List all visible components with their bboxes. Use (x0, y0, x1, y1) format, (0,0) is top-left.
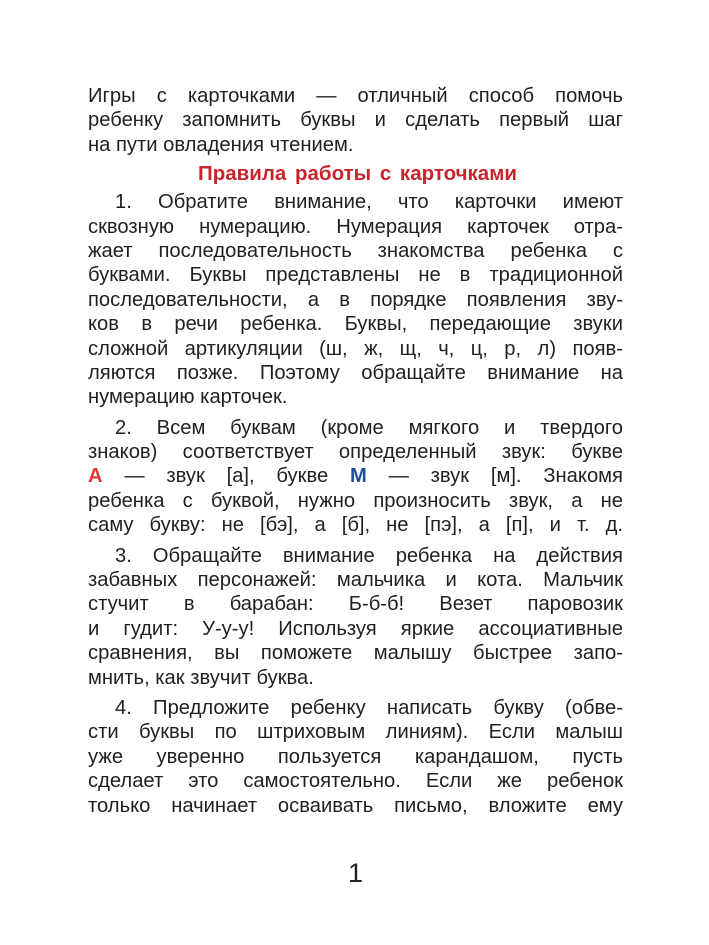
text-line: жает последовательность знакомства ребенка с (88, 239, 623, 262)
text-line: сравнения, вы поможете малышу быстрее запо- (88, 642, 623, 665)
text-line: уже уверенно пользуется карандашом, пусть (88, 745, 623, 768)
text-line: и гудит: У-у-у! Используя яркие ассоциативные (88, 617, 623, 640)
text-line: Игры с карточками — отличный способ помочь (88, 85, 623, 107)
text-line: знаков) соответствует определенный звук: букве (88, 441, 623, 464)
text-line: саму букву: не [бэ], а [б], не [пэ], а [п], и т. д. (88, 514, 623, 537)
text-line: стучит в барабан: Б-б-б! Везет паровозик (88, 593, 623, 616)
rule-1-paragraph (88, 190, 623, 410)
page-number: 1 (347, 858, 364, 888)
highlighted-letter-m: М (350, 465, 367, 488)
text-line: 3. Обращайте внимание ребенка на действия (115, 544, 623, 567)
rule-2-paragraph (88, 416, 623, 538)
text-line: сквозную нумерацию. Нумерация карточек отра- (88, 215, 623, 238)
text-line: только начинает осваивать письмо, вложите ему (88, 794, 623, 817)
text-line: буквами. Буквы представлены не в традиционной (88, 264, 623, 287)
document-body (88, 84, 623, 824)
text-line: ребенка с буквой, нужно произносить звук, а не (88, 489, 623, 512)
text-line: 2. Всем буквам (кроме мягкого и твердого (115, 416, 623, 439)
text-line-with-letters (88, 464, 623, 488)
text-line: 1. Обратите внимание, что карточки имеют (115, 191, 623, 214)
text-line: мнить, как звучит буква. (88, 666, 314, 689)
text-line: ребенку запомнить буквы и сделать первый шаг (88, 109, 623, 132)
text-line: сделает это самостоятельно. Если же ребенок (88, 770, 623, 793)
section-heading: Правила работы с карточками (198, 162, 517, 186)
text-line: сти буквы по штриховым линиям). Если малыш (88, 721, 623, 744)
highlighted-letter-a: А (88, 465, 103, 488)
text-line: ляются позже. Поэтому обращайте внимание на (88, 361, 623, 384)
text-line: на пути овладения чтением. (88, 133, 354, 156)
text-fragment: — звук [м]. Знакомя (366, 465, 623, 488)
text-line: нумерацию карточек. (88, 386, 288, 409)
text-line: забавных персонажей: мальчика и кота. Мальчик (88, 569, 623, 592)
intro-paragraph (88, 84, 623, 157)
text-line: сложной артикуляции (ш, ж, щ, ч, ц, р, л) появ- (88, 337, 623, 360)
text-line: последовательности, а в порядке появления зву- (88, 288, 623, 311)
rule-4-paragraph (88, 696, 623, 818)
rule-3-paragraph (88, 544, 623, 690)
text-line: 4. Предложите ребенку написать букву (обве- (115, 696, 623, 719)
text-line: ков в речи ребенка. Буквы, передающие звуки (88, 313, 623, 336)
text-fragment: — звук [а], букве (102, 465, 350, 488)
